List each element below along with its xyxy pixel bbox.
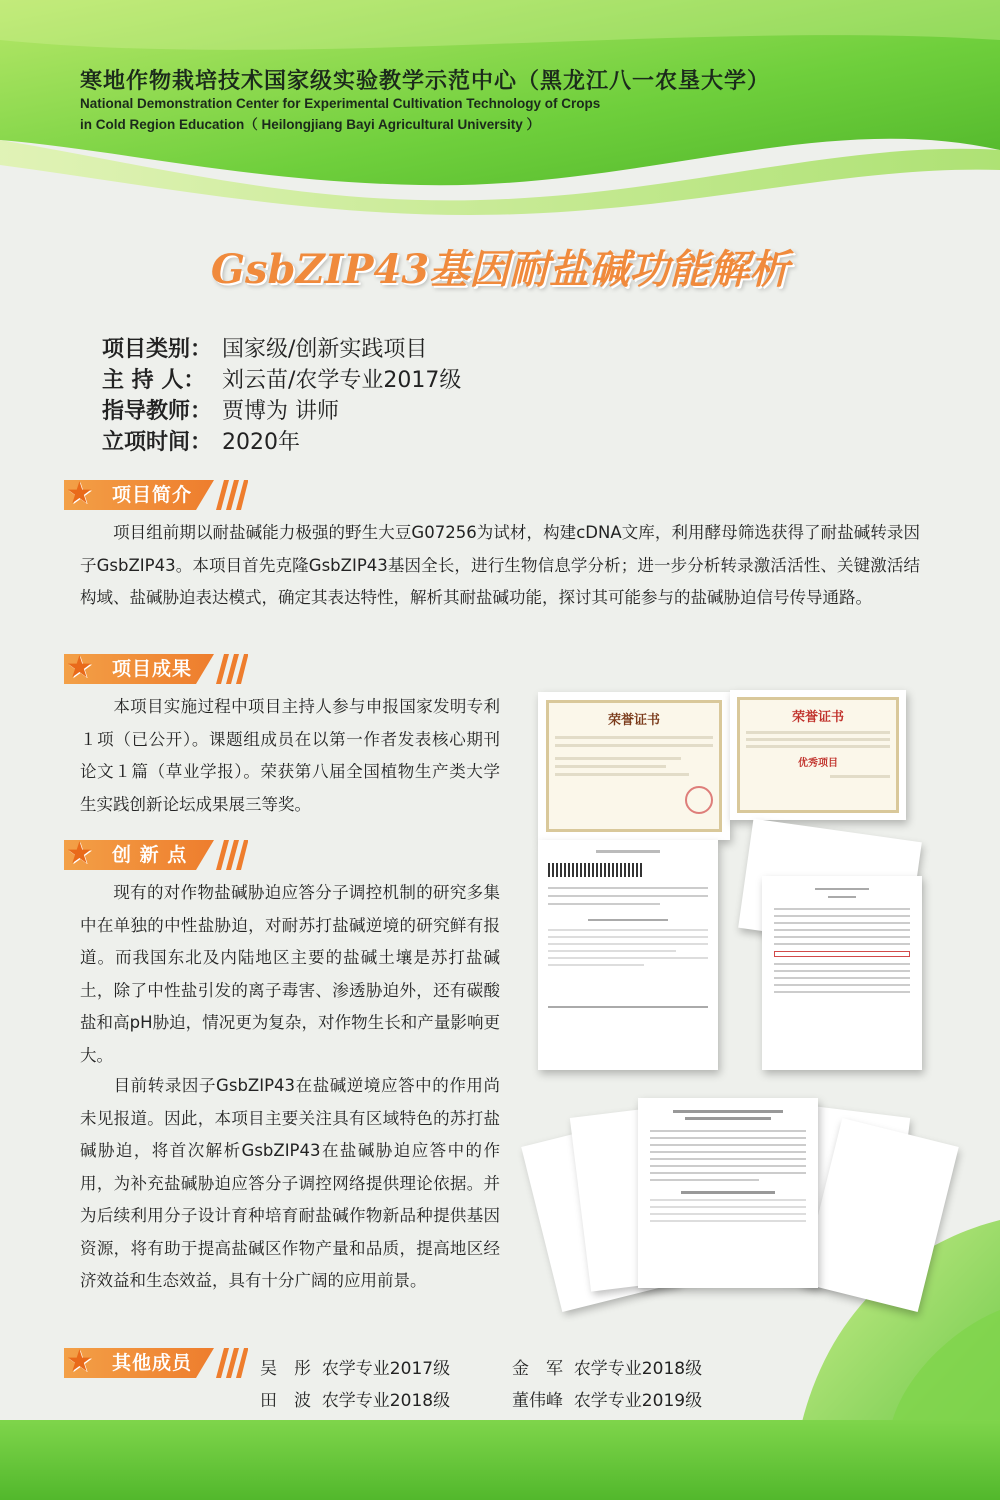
header-title-en-line1: National Demonstration Center for Experimental Cultivation Technology of Crops — [80, 96, 601, 111]
certificate-2 — [730, 690, 906, 820]
meta-value: 贾博为 讲师 — [222, 399, 339, 424]
innovation-body-1: 现有的对作物盐碱胁迫应答分子调控机制的研究多集中在单独的中性盐胁迫，对耐苏打盐碱逆境的研究鲜有报道。而我国东北及内陆地区主要的盐碱土壤是苏打盐碱土，除了中性盐引发的离子毒害、渗透胁迫外，还有碳酸盐和高pH胁迫，情况更为复杂，对作物生长和产量影响更大。 — [80, 883, 500, 1065]
member-name: 田 波 — [260, 1391, 311, 1411]
star-icon: ★ — [66, 650, 93, 685]
page-title: GsbZIP43基因耐盐碱功能解析 — [210, 246, 790, 293]
certificate-title: 荣誉证书 — [607, 713, 660, 728]
meta-value: 刘云苗/农学专业2017级 — [222, 368, 462, 393]
heading-label: 项目成果 — [112, 658, 193, 680]
member-major: 农学专业2017级 — [321, 1359, 451, 1379]
intro-text — [80, 517, 920, 615]
certificate-frame — [737, 697, 899, 813]
section-heading-innovation — [64, 838, 254, 872]
innovation-text-1 — [80, 877, 500, 1072]
footer-band — [0, 1420, 1000, 1500]
member-item — [260, 1354, 450, 1379]
slash-decoration-icon — [216, 654, 248, 684]
member-item — [512, 1386, 702, 1411]
meta-key: 立项时间： — [102, 430, 213, 455]
meta-date — [102, 425, 300, 456]
results-body: 本项目实施过程中项目主持人参与申报国家发明专利１项（已公开）。课题组成员在以第一作者发表核心期刊论文１篇（草业学报）。荣获第八届全国植物生产类大学生实践创新论坛成果展三等奖。 — [80, 697, 500, 814]
member-name: 金 军 — [512, 1359, 563, 1379]
meta-key: 主 持 人： — [102, 368, 206, 393]
heading-label: 其他成员 — [112, 1352, 193, 1374]
header-title-cn: 寒地作物栽培技术国家级实验教学示范中心（黑龙江八一农垦大学） — [80, 69, 771, 94]
innovation-text-2 — [80, 1070, 500, 1298]
patent-document — [538, 840, 718, 1070]
certificate-award: 优秀项目 — [798, 758, 838, 769]
meta-host — [102, 363, 461, 394]
member-major: 农学专业2018级 — [573, 1359, 703, 1379]
innovation-body-2: 目前转录因子GsbZIP43在盐碱逆境应答中的作用尚未见报道。因此，本项目主要关注具有区域特色的苏打盐碱胁迫，将首次解析GsbZIP43在盐碱胁迫应答中的作用，为补充盐碱胁迫应答分子调控网络提供理论依据。并为后续利用分子设计育种培育耐盐碱作物新品种提供基因资源，将有助于提高盐碱区作物产量和品质，提高地区经济效益和生态效益，具有十分广阔的应用前景。 — [80, 1076, 500, 1290]
paper-first-page — [638, 1098, 818, 1288]
meta-advisor — [102, 394, 339, 425]
member-name: 吴 彤 — [260, 1359, 311, 1379]
section-heading-intro — [64, 478, 254, 512]
section-heading-members — [64, 1346, 254, 1380]
slash-decoration-icon — [216, 840, 248, 870]
section-heading-results — [64, 652, 254, 686]
achievement-documents — [530, 680, 950, 1340]
meta-value: 国家级/创新实践项目 — [222, 337, 428, 362]
member-major: 农学专业2018级 — [321, 1391, 451, 1411]
slash-decoration-icon — [216, 1348, 248, 1378]
heading-label: 创 新 点 — [112, 844, 188, 866]
journal-contents-page — [762, 876, 922, 1070]
header-title-en-line2: in Cold Region Education（ Heilongjiang Bayi Agricultural University ） — [80, 117, 541, 132]
results-text — [80, 691, 500, 821]
certificate-title: 荣誉证书 — [791, 710, 844, 725]
star-icon: ★ — [66, 836, 93, 871]
meta-category — [102, 332, 427, 363]
meta-key: 指导教师： — [102, 399, 213, 424]
certificate-frame — [546, 700, 722, 832]
slash-decoration-icon — [216, 480, 248, 510]
member-item — [260, 1386, 450, 1411]
heading-label: 项目简介 — [112, 484, 193, 506]
member-item — [512, 1354, 702, 1379]
intro-body: 项目组前期以耐盐碱能力极强的野生大豆G07256为试材，构建cDNA文库，利用酵母筛选获得了耐盐碱转录因子GsbZIP43。本项目首先克隆GsbZIP43基因全长，进行生物信息学分析；进一步分析转录激活活性、关键激活结构域、盐碱胁迫表达模式，确定其表达特性，解析其耐盐碱功能，探讨其可能参与的盐碱胁迫信号传导通路。 — [80, 523, 920, 607]
star-icon: ★ — [66, 476, 93, 511]
member-name: 董伟峰 — [512, 1391, 563, 1411]
member-major: 农学专业2019级 — [573, 1391, 703, 1411]
meta-value: 2020年 — [222, 430, 300, 455]
certificate-1 — [538, 692, 730, 840]
star-icon: ★ — [66, 1344, 93, 1379]
meta-key: 项目类别： — [102, 337, 213, 362]
